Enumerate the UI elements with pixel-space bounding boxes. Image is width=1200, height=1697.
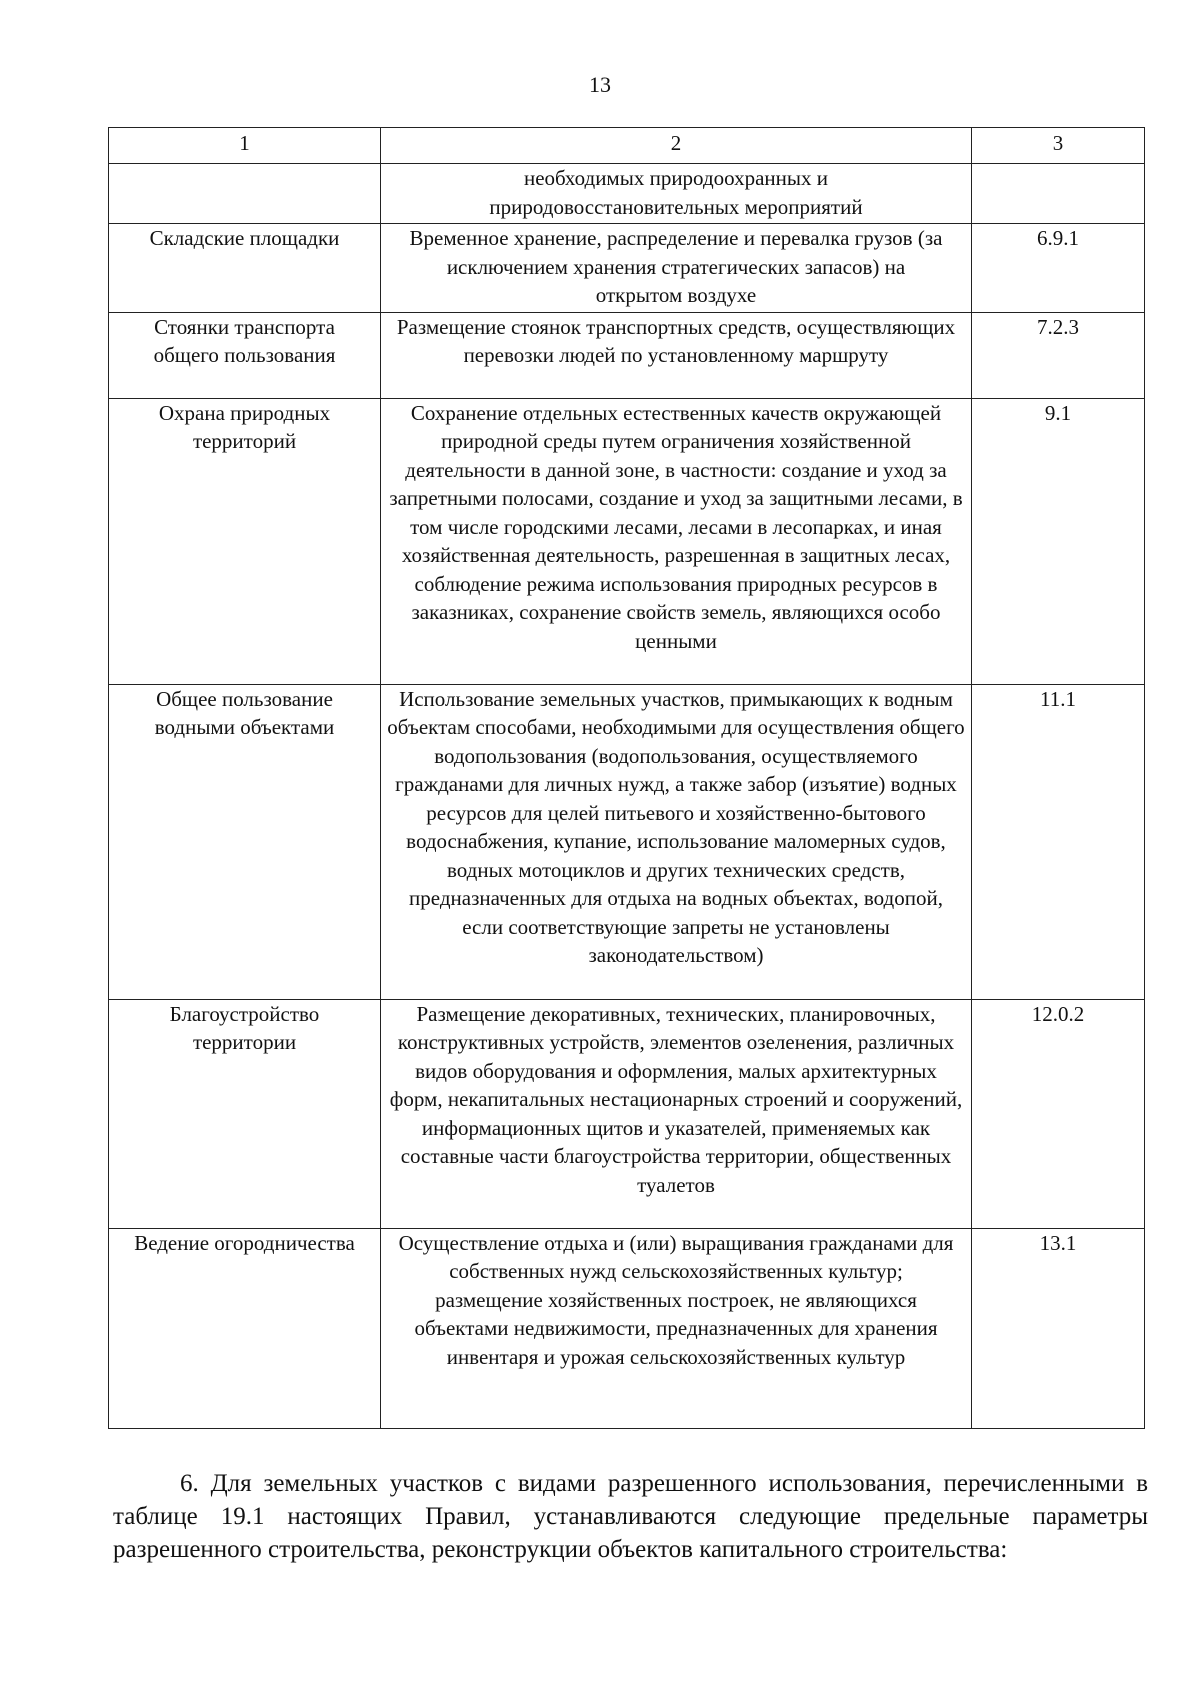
table-row: [109, 999, 1145, 1228]
use-name-cell: Благоустройство территории: [109, 999, 381, 1228]
table-row: [109, 398, 1145, 684]
table-row: [109, 164, 1145, 224]
use-code-cell: 6.9.1: [972, 224, 1145, 313]
use-description-cell: Использование земельных участков, примыкающих к водным объектам способами, необходимыми для осуществления общего водопользования (водопользования, осуществляемого гражданами для личных нужд, а также забор (изъятие) водных ресурсов для целей питьевого и хозяйственно-бытового водоснабжения, купание, использование маломерных судов, водных мотоциклов и других технических средств, предназначенных для отдыха на водных объектах, водопой, если соответствующие запреты не установлены законодательством): [381, 684, 972, 999]
use-name-cell: Охрана природных территорий: [109, 398, 381, 684]
table-header-row: [109, 128, 1145, 164]
use-name-cell: [109, 164, 381, 224]
use-code-cell: 12.0.2: [972, 999, 1145, 1228]
use-name-cell: Ведение огородничества: [109, 1228, 381, 1428]
use-code-cell: 11.1: [972, 684, 1145, 999]
use-name-cell: Складские площадки: [109, 224, 381, 313]
description-part: Осуществление отдыха и (или) выращивания гражданами для собственных нужд сельскохозяйственных культур;: [398, 1230, 954, 1283]
body-paragraph: 6. Для земельных участков с видами разрешенного использования, перечисленными в таблице 19.1 настоящих Правил, устанавливаются следующие предельные параметры разрешенного строительства, реконструкции объектов капитального строительства:: [113, 1470, 1148, 1563]
table-row: [109, 224, 1145, 313]
table-row: [109, 1228, 1145, 1428]
use-description-cell: [381, 1228, 972, 1428]
use-description-cell: Сохранение отдельных естественных качеств окружающей природной среды путем ограничения хозяйственной деятельности в данной зоне, в частности: создание и уход за запретными полосами, создание и уход за защитными лесами, в том числе городскими лесами, лесами в лесопарках, и иная хозяйственная деятельность, разрешенная в защитных лесах, соблюдение режима использования природных ресурсов в заказниках, сохранение свойств земель, являющихся особо ценными: [381, 398, 972, 684]
column-header-2: 2: [381, 128, 972, 164]
use-description-cell: Временное хранение, распределение и перевалка грузов (за исключением хранения стратегических запасов) на открытом воздухе: [381, 224, 972, 313]
table-row: [109, 684, 1145, 999]
use-description-cell: Размещение декоративных, технических, планировочных, конструктивных устройств, элементов озеленения, различных видов оборудования и оформления, малых архитектурных форм, некапитальных нестационарных строений и сооружений, информационных щитов и указателей, применяемых как составные части благоустройства территории, общественных туалетов: [381, 999, 972, 1228]
use-code-cell: 7.2.3: [972, 312, 1145, 398]
use-description-cell: Размещение стоянок транспортных средств, осуществляющих перевозки людей по установленному маршруту: [381, 312, 972, 398]
use-code-cell: [972, 164, 1145, 224]
description-part: размещение хозяйственных построек, не являющихся объектами недвижимости, предназначенных для хранения инвентаря и урожая сельскохозяйственных культур: [414, 1287, 938, 1369]
use-code-cell: 9.1: [972, 398, 1145, 684]
land-use-table: [108, 127, 1145, 1429]
use-name-cell: Стоянки транспорта общего пользования: [109, 312, 381, 398]
use-description-cell: необходимых природоохранных и природовосстановительных мероприятий: [381, 164, 972, 224]
column-header-3: 3: [972, 128, 1145, 164]
column-header-1: 1: [109, 128, 381, 164]
use-code-cell: 13.1: [972, 1228, 1145, 1428]
use-name-cell: Общее пользование водными объектами: [109, 684, 381, 999]
table-row: [109, 312, 1145, 398]
page-number: 13: [589, 72, 611, 97]
